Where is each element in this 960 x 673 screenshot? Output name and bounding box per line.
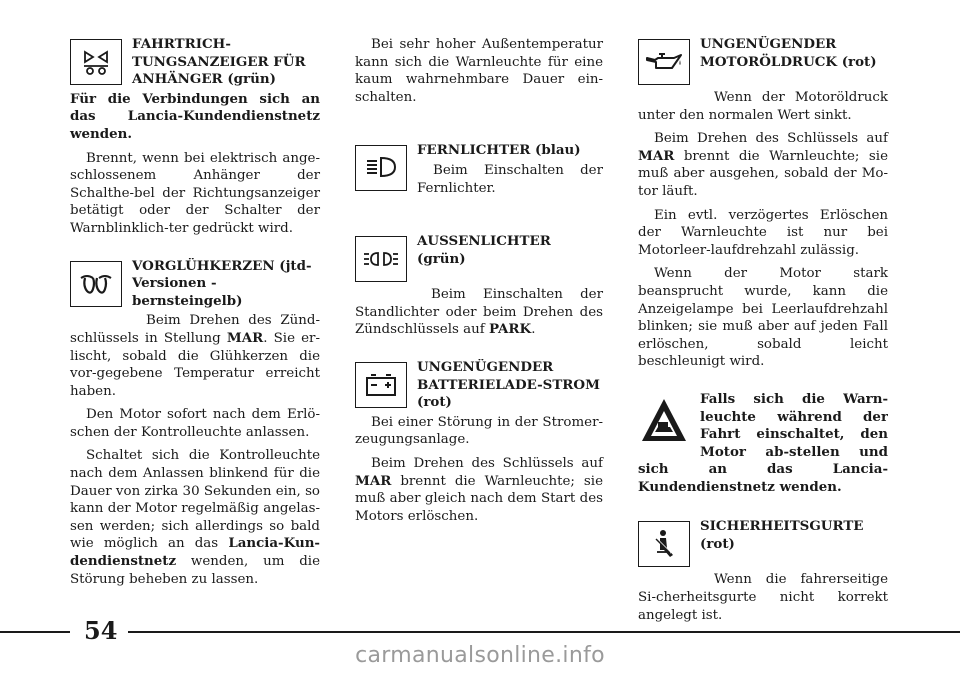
oil-pressure-p3: Ein evtl. verzögertes Erlöschen der Warnleuchte ist nur bei Motorleer-laufdrehzahl zulässig.	[638, 207, 888, 258]
entry-high-beam	[355, 142, 603, 203]
entry-battery	[355, 359, 603, 414]
side-lights-title: AUSSENLICHTER (grün)	[417, 233, 551, 267]
high-beam-icon	[355, 145, 407, 191]
seat-belt-icon	[638, 521, 690, 567]
entry-seat-belt	[638, 518, 888, 571]
watermark: carmanualsonline.info	[355, 643, 605, 668]
warning-text: Falls sich die Warn-leuchte während der Fahrt einschaltet, den Motor ab-stellen und sich an das Lancia-Kundendienstnetz wenden.	[638, 390, 888, 495]
oil-pressure-p2: Beim Drehen des Schlüssels auf MAR brennt die Warnleuchte; sie muß aber ausgehen, sobald der Mo-tor läuft.	[638, 131, 888, 199]
glow-plugs-p3: Schaltet sich die Kontrolleuchte nach dem Anlassen blinkend für die Dauer von zirka 30 Sekunden ein, so kann der Motor regelmäßig angelas-sen werden; sich allerdings so bald wie möglich an das Lancia-Kun-dendienstnetz wenden, um die Störung beheben zu lassen.	[70, 448, 320, 587]
seat-belt-title: SICHERHEITSGURTE (rot)	[700, 518, 864, 553]
page-number: 54	[84, 616, 118, 645]
trailer-indicator-body: Brennt, wenn bei elektrisch ange-schlossenem Anhänger der Schalthe-bel der Richtungsanzeiger betätigt oder der Schalter der Warnblinklich-ter gedrückt wird.	[70, 150, 320, 236]
battery-title: UNGENÜGENDER BATTERIELADE-STROM (rot)	[417, 358, 600, 411]
seat-belt-body: Wenn die fahrerseitige Si-cherheitsgurte nicht korrekt angelegt ist.	[638, 572, 888, 623]
high-beam-title: FERNLICHTER (blau)	[417, 142, 581, 159]
glow-plugs-p2: Den Motor sofort nach dem Erlö-schen der Kontrolleuchte anlassen.	[70, 407, 320, 440]
side-lights-icon	[355, 236, 407, 282]
glow-plugs-title: VORGLÜHKERZEN (jtd-Versionen - bernsteingelb)	[132, 257, 312, 309]
oil-pressure-title: UNGENÜGENDER MOTORÖLDRUCK (rot)	[700, 36, 877, 70]
entry-oil-pressure	[638, 36, 888, 89]
column-right	[638, 36, 888, 630]
high-beam-body: Beim Einschalten der Fernlichter.	[417, 162, 603, 196]
column-left	[70, 36, 320, 594]
continued-text: Bei sehr hoher Außentemperatur kann sich die Warnleuchte für eine kaum wahrnehmbare Dauer ein-schalten.	[355, 37, 603, 105]
oil-can-icon	[638, 39, 690, 85]
battery-icon	[355, 362, 407, 408]
battery-p2: Beim Drehen des Schlüssels auf MAR brennt die Warnleuchte; sie muß aber gleich nach dem Start des Motors erlöschen.	[355, 455, 603, 524]
trailer-indicator-icon	[70, 39, 122, 85]
oil-pressure-p4: Wenn der Motor stark beansprucht wurde, kann die Anzeigelampe bei Leerlaufdrehzahl blinken; sie muß aber auf jeden Fall erlöschen, sobald leicht beschleunigt wird.	[638, 266, 888, 370]
entry-trailer-indicator	[70, 36, 320, 91]
column-middle	[355, 36, 603, 531]
warning-notice	[638, 391, 888, 497]
entry-side-lights	[355, 233, 603, 286]
trailer-indicator-lead: Für die Verbindungen sich an das Lancia-Kundendienstnetz wenden.	[70, 90, 320, 142]
trailer-indicator-title: FAHRTRICH-TUNGSANZEIGER FÜR ANHÄNGER (grün)	[132, 36, 306, 88]
glow-plugs-p1: Beim Drehen des Zünd-schlüssels in Stellung MAR. Sie er-lischt, sobald die Glühkerzen die vor-gegebene Temperatur erreicht haben.	[70, 313, 320, 399]
glow-plug-icon	[70, 261, 122, 307]
oil-pressure-p1: Wenn der Motoröldruck unter den normalen Wert sinkt.	[638, 90, 888, 123]
footer-rule-left	[0, 631, 70, 633]
side-lights-body: Beim Einschalten der Standlichter oder beim Drehen des Zündschlüssels auf PARK.	[355, 287, 603, 338]
entry-glow-plugs	[70, 258, 320, 313]
battery-p1: Bei einer Störung in der Stromer-zeugungsanlage.	[355, 414, 603, 448]
warning-triangle-icon	[638, 393, 690, 449]
footer-rule-right	[128, 631, 960, 633]
